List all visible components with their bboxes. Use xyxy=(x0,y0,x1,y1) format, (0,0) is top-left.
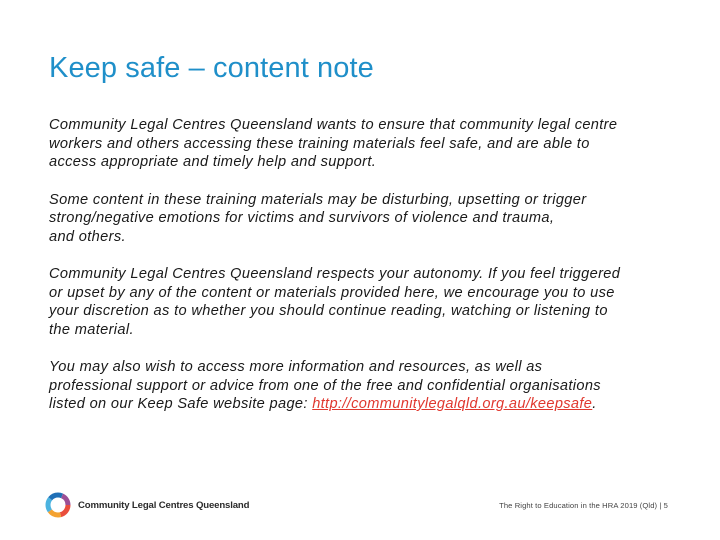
footer-caption: The Right to Education in the HRA 2019 (Qld) | 5 xyxy=(499,501,668,510)
text-line: You may also wish to access more information and resources, as well as xyxy=(49,359,543,375)
logo-ring-icon xyxy=(43,490,73,520)
content-body xyxy=(49,116,689,433)
text-line: workers and others accessing these training materials feel safe, and are able to xyxy=(49,135,590,152)
text-line: and others. xyxy=(49,228,126,245)
text-line: or upset by any of the content or materials provided here, we encourage you to use xyxy=(49,284,615,301)
link-prefix: listed on our Keep Safe website page: xyxy=(49,396,313,412)
resources-paragraph xyxy=(49,358,689,414)
text-line: your discretion as to whether you should continue reading, watching or listening to xyxy=(49,303,608,319)
text-line: access appropriate and timely help and support. xyxy=(49,154,377,170)
text-line: Some content in these training materials may be disturbing, upsetting or trigger xyxy=(49,191,587,208)
text-line: strong/negative emotions for victims and survivors of violence and trauma, xyxy=(49,210,555,226)
intro-paragraph xyxy=(49,116,689,172)
autonomy-paragraph xyxy=(49,265,689,339)
keepsafe-link[interactable]: http://communitylegalqld.org.au/keepsafe xyxy=(312,396,593,412)
slide-title: Keep safe – content note xyxy=(49,52,374,84)
text-line xyxy=(49,395,689,414)
text-line: Community Legal Centres Queensland wants to ensure that community legal centre xyxy=(49,117,618,133)
text-line: the material. xyxy=(49,321,134,338)
clcq-logo xyxy=(43,490,249,520)
link-suffix: . xyxy=(592,396,597,412)
warning-paragraph xyxy=(49,191,689,247)
text-line: Community Legal Centres Queensland respects your autonomy. If you feel triggered xyxy=(49,266,621,282)
text-line: professional support or advice from one of the free and confidential organisations xyxy=(49,377,601,394)
logo-wordmark: Community Legal Centres Queensland xyxy=(78,499,250,511)
